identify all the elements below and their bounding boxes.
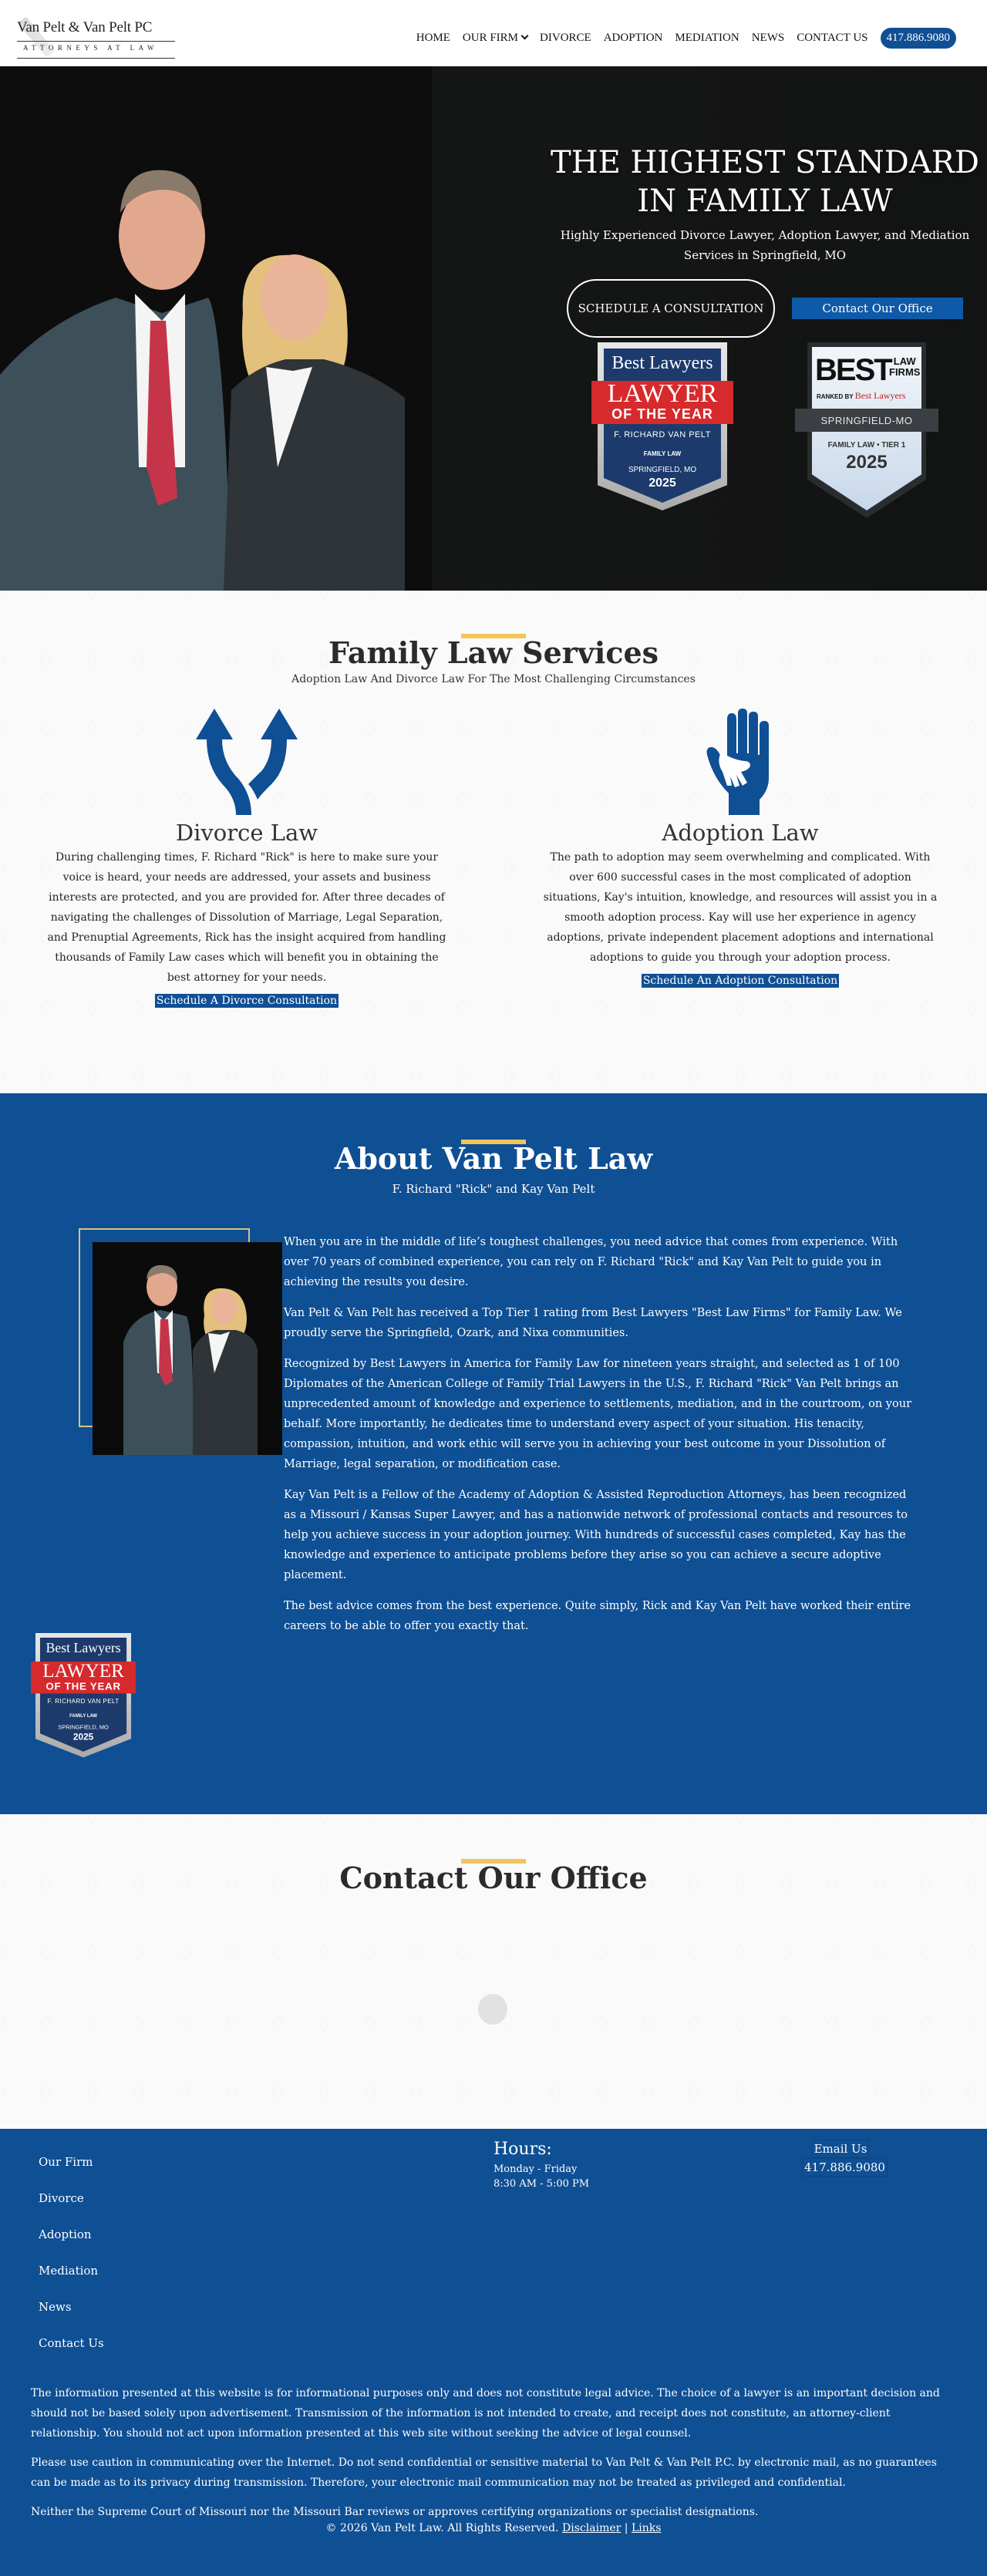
nav-divorce[interactable]: DIVORCE [540, 31, 591, 44]
copyright [0, 2522, 987, 2534]
hours-title: Hours: [494, 2140, 552, 2159]
service-description: The path to adoption may seem overwhelming and complicated. With over 600 successful cases in the most complicated of adoption situations, Kay's intuition, knowledge, and resources will assist you in a smooth adoption process. Kay will use her experience in agency adoptions, private independent placement adoptions and international adoptions to guide you through your adoption process. [543, 851, 938, 964]
phone-button[interactable]: 417.886.9080 [881, 28, 957, 49]
schedule-consultation-button[interactable]: SCHEDULE A CONSULTATION [567, 279, 775, 338]
attorneys-photo [93, 1242, 282, 1455]
hero-buttons [549, 279, 981, 338]
hero-content [549, 143, 981, 520]
legal-disclaimer [31, 2383, 956, 2531]
service-divorce [46, 709, 447, 1008]
site-header [0, 0, 987, 66]
badge-year: 2025 [846, 452, 888, 473]
badge-ranked-by: RANKED BY [817, 393, 854, 400]
nav-adoption[interactable]: ADOPTION [603, 31, 663, 44]
about-header [0, 1093, 987, 1196]
badge-year: 2025 [648, 476, 676, 490]
nav-home[interactable]: HOME [416, 31, 450, 44]
services-list [0, 709, 987, 1008]
badge-location: SPRINGFIELD, MO [58, 1724, 109, 1731]
badge-law: LAW [893, 355, 916, 367]
about-paragraph: The best advice comes from the best experience. Quite simply, Rick and Kay Van Pelt have worked their entire careers to be able to offer you exactly that. [284, 1600, 911, 1632]
disclaimer-paragraph: Neither the Supreme Court of Missouri nor the Missouri Bar reviews or approves certifying organizations or specialist designations. [31, 2506, 759, 2518]
service-adoption [540, 709, 941, 1008]
services-section [0, 591, 987, 1093]
about-byline: F. Richard "Rick" and Kay Van Pelt [392, 1182, 595, 1196]
badge-practice: FAMILY LAW [643, 450, 682, 457]
footer-phone-link[interactable]: 417.886.9080 [802, 2158, 888, 2177]
attorneys-photo [0, 66, 432, 591]
services-title: Family Law Services [328, 635, 659, 670]
badge-brand: Best Lawyers [611, 353, 713, 373]
footer-link-mediation[interactable]: Mediation [39, 2264, 99, 2278]
badge-brand: Best Lawyers [45, 1641, 121, 1656]
badge-ribbon [31, 1662, 136, 1693]
hours-days: Monday - Friday [494, 2164, 578, 2175]
contact-title: Contact Our Office [339, 1860, 648, 1895]
logo-rule [17, 41, 175, 42]
service-title: Adoption Law [662, 820, 819, 846]
lawyer-of-year-badge [591, 342, 733, 510]
badge-tier: FAMILY LAW • TIER 1 [827, 441, 906, 450]
hero-title-line2: IN FAMILY LAW [637, 184, 893, 219]
logo-tagline: ATTORNEYS AT LAW [23, 44, 158, 52]
about-section [0, 1093, 987, 1814]
footer-links [39, 2144, 104, 2362]
badge-location: SPRINGFIELD-MO [795, 409, 938, 432]
schedule-divorce-button[interactable]: Schedule A Divorce Consultation [156, 995, 338, 1007]
badge-title: LAWYER [607, 379, 718, 408]
badge-ribbon [591, 381, 733, 424]
about-text [284, 1232, 915, 1647]
nav-contact-us[interactable]: CONTACT US [797, 31, 868, 44]
about-paragraph: Van Pelt & Van Pelt has received a Top Tier 1 rating from Best Lawyers "Best Law Firms" for Family Law. We proudly serve the Springfield, Ozark, and Nixa communities. [284, 1307, 902, 1339]
logo-name: Van Pelt & Van Pelt PC [17, 19, 153, 35]
about-title: About Van Pelt Law [334, 1141, 653, 1176]
main-nav [416, 28, 956, 49]
nav-mediation[interactable]: MEDIATION [675, 31, 739, 44]
contact-header [0, 1814, 987, 1895]
badge-firms: FIRMS [889, 366, 921, 378]
split-arrows-icon [46, 709, 447, 815]
badge-best: BEST [815, 353, 891, 387]
loading-spinner-icon [478, 1994, 507, 2025]
hero-title-line1: THE HIGHEST STANDARD [551, 145, 979, 180]
copyright-text: © 2026 Van Pelt Law. All Rights Reserved. [325, 2522, 559, 2534]
footer-link-our-firm[interactable]: Our Firm [39, 2155, 93, 2169]
best-law-firms-badge [795, 342, 938, 520]
hero-subtitle: Highly Experienced Divorce Lawyer, Adoption Lawyer, and Mediation Services in Springfield, MO [560, 228, 970, 262]
badge-title: LAWYER [42, 1660, 124, 1682]
service-title: Divorce Law [175, 820, 318, 846]
nav-news[interactable]: NEWS [751, 31, 785, 44]
badge-location: SPRINGFIELD, MO [628, 466, 697, 474]
services-subtitle: Adoption Law And Divorce Law For The Most Challenging Circumstances [291, 673, 696, 685]
badge-name: F. RICHARD VAN PELT [47, 1698, 120, 1706]
about-paragraph: Kay Van Pelt is a Fellow of the Academy of Adoption & Assisted Reproduction Attorneys, has been recognized as a Missouri / Kansas Super Lawyer, and has a nationwide network of professional contacts and resources to help you achieve success in your adoption journey. With hundreds of successful cases completed, Kay has the knowledge and experience to anticipate problems before they arise so you can achieve a secure adoptive placement. [284, 1489, 908, 1581]
nav-our-firm-label: OUR FIRM [462, 31, 519, 44]
badge-lawfirms [889, 356, 920, 378]
hero-section [0, 66, 987, 591]
footer-link-news[interactable]: News [39, 2300, 72, 2314]
hero-title [549, 143, 981, 221]
links-link[interactable]: Links [631, 2522, 662, 2534]
badge-ranked-brand: Best Lawyers [854, 390, 906, 401]
office-hours [494, 2140, 589, 2191]
chevron-down-icon[interactable] [521, 32, 529, 39]
footer-contact [802, 2140, 885, 2177]
about-paragraph: Recognized by Best Lawyers in America for Family Law for nineteen years straight, and selected as 1 of 100 Diplomates of the American College of Family Trial Lawyers in the U.S., F. Richard "Rick" Van Pelt brings an unprecedented amount of knowledge and experience to settlements, mediation, and in the courtroom, on your behalf. More importantly, he dedicates time to understand every aspect of your situation. His tenacity, compassion, intuition, and work ethic will serve you in achieving your best outcome in your Dissolution of Marriage, legal separation, or modification case. [284, 1358, 912, 1470]
disclaimer-paragraph: The information presented at this website is for informational purposes only and does not constitute legal advice. The choice of a lawyer is an important decision and should not be based solely upon advertisement. Transmission of the information is not intended to create, and receipt does not constitute, an attorney-client relationship. You should not act upon information presented at this web site without seeking the advice of legal counsel. [31, 2387, 940, 2440]
lawyer-of-year-badge [31, 1633, 136, 1757]
site-footer [0, 2129, 987, 2576]
badge-subtitle: OF THE YEAR [45, 1680, 121, 1692]
badge-subtitle: OF THE YEAR [611, 406, 713, 422]
footer-link-divorce[interactable]: Divorce [39, 2191, 84, 2205]
schedule-adoption-button[interactable]: Schedule An Adoption Consultation [642, 975, 838, 987]
badge-practice: FAMILY LAW [69, 1712, 98, 1719]
link-separator: | [624, 2522, 628, 2534]
helping-hand-icon [540, 709, 941, 815]
disclaimer-paragraph: Please use caution in communicating over the Internet. Do not send confidential or sensitive material to Van Pelt & Van Pelt P.C. by electronic mail, as no guarantees can be made as to its privacy during transmission. Therefore, your electronic mail communication may not be treated as privileged and confidential. [31, 2456, 937, 2489]
hours-time: 8:30 AM - 5:00 PM [494, 2178, 590, 2190]
nav-our-firm[interactable] [463, 32, 527, 45]
lawyer-of-year-badge-small [31, 1633, 136, 1757]
logo-rule [17, 58, 175, 59]
site-logo[interactable] [17, 10, 179, 56]
email-us-link[interactable]: Email Us [812, 2140, 870, 2158]
badge-year: 2025 [72, 1732, 94, 1743]
contact-section [0, 1814, 987, 2129]
footer-link-contact-us[interactable]: Contact Us [39, 2336, 104, 2350]
disclaimer-link[interactable]: Disclaimer [562, 2522, 622, 2534]
award-badges [549, 342, 981, 520]
service-description: During challenging times, F. Richard "Rick" is here to make sure your voice is heard, your needs are addressed, your assets and business interests are protected, and you are provided for. After three decades of navigating the challenges of Dissolution of Marriage, Legal Separation, and Prenuptial Agreements, Rick has the insight acquired from handling thousands of Family Law cases which will benefit you in obtaining the best attorney for your needs. [47, 851, 446, 984]
footer-link-adoption[interactable]: Adoption [39, 2227, 92, 2241]
badge-ranked [817, 390, 905, 402]
contact-office-button[interactable]: Contact Our Office [792, 298, 963, 319]
about-paragraph: When you are in the middle of life’s toughest challenges, you need advice that comes from experience. With over 70 years of combined experience, you can rely on F. Richard "Rick" and Kay Van Pelt to guide you in achieving the results you desire. [284, 1236, 898, 1288]
badge-name: F. RICHARD VAN PELT [614, 430, 711, 439]
services-header [0, 591, 987, 685]
